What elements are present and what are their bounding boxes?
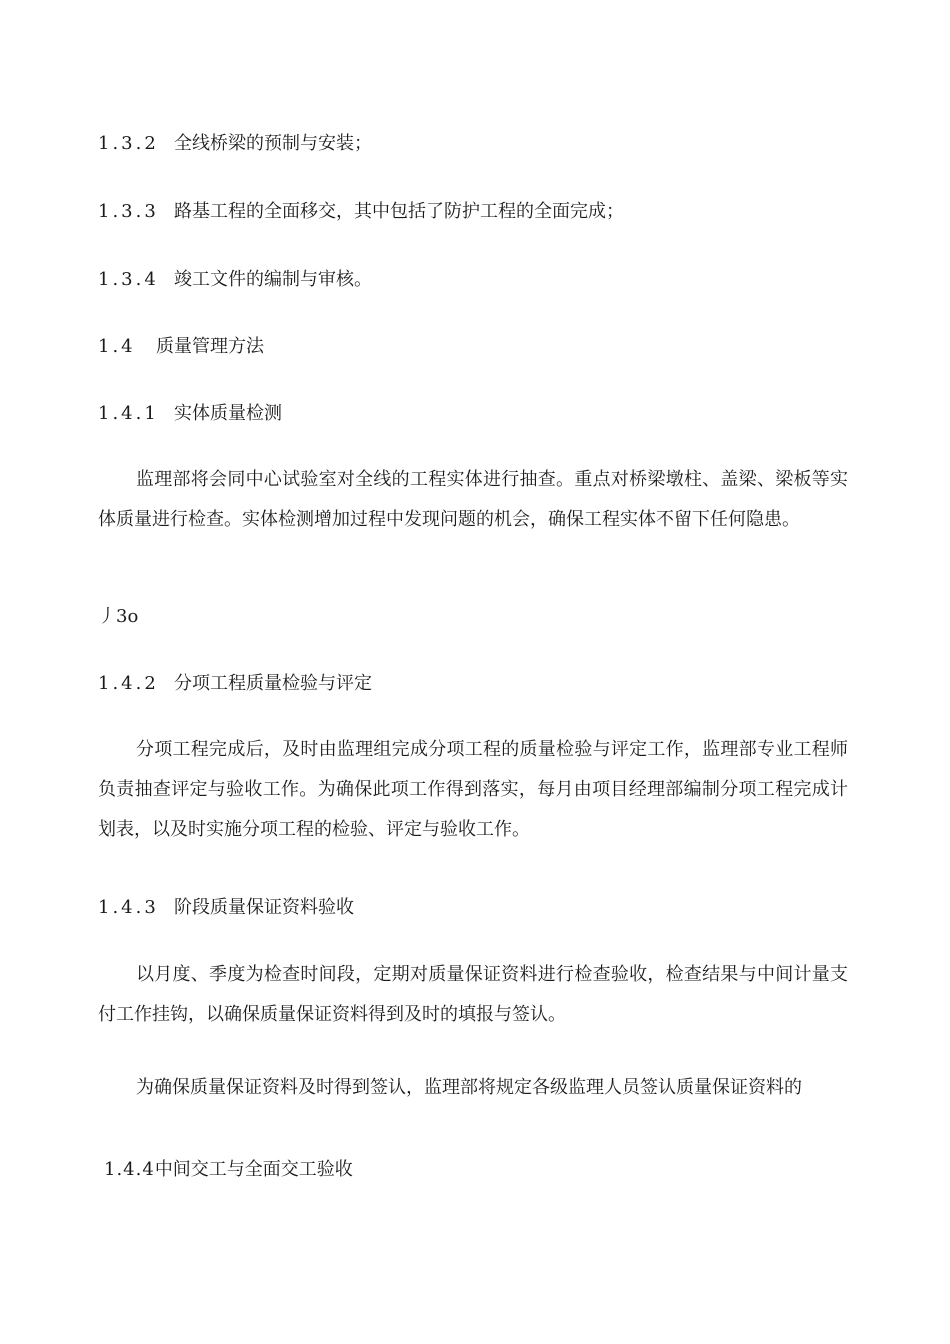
section-number: 1.3.2 <box>98 133 159 154</box>
section-text: 竣工文件的编制与审核。 <box>174 269 372 290</box>
section-number: 1.4.4 <box>104 1159 155 1180</box>
heading-1-4-4 <box>104 1160 353 1180</box>
section-number: 1.4.2 <box>98 673 159 694</box>
paragraph-signoff: 为确保质量保证资料及时得到签认，监理部将规定各级监理人员签认质量保证资料的 <box>136 1077 802 1098</box>
section-text: 阶段质量保证资料验收 <box>174 897 354 918</box>
heading-1-4-3 <box>98 898 354 918</box>
section-number: 1.3.3 <box>98 201 159 222</box>
heading-1-4-2 <box>98 674 372 694</box>
heading-1-4 <box>98 337 264 357</box>
heading-1-3-3 <box>98 202 624 222</box>
stray-mark: 丿3o <box>98 606 139 627</box>
heading-1-3-4 <box>98 270 372 290</box>
section-number: 1.4.1 <box>98 403 159 424</box>
section-text: 分项工程质量检验与评定 <box>174 673 372 694</box>
paragraph-entity-inspection: 监理部将会同中心试验室对全线的工程实体进行抽查。重点对桥梁墩柱、盖梁、梁板等实体质量进行检查。实体检测增加过程中发现问题的机会，确保工程实体不留下任何隐患。 <box>98 469 848 530</box>
section-number: 1.4.3 <box>98 897 159 918</box>
section-text: 路基工程的全面移交，其中包括了防护工程的全面完成； <box>174 201 624 222</box>
paragraph-subitem-evaluation: 分项工程完成后，及时由监理组完成分项工程的质量检验与评定工作，监理部专业工程师负责抽查评定与验收工作。为确保此项工作得到落实，每月由项目经理部编制分项工程完成计划表，以及时实施分项工程的检验、评定与验收工作。 <box>98 739 848 840</box>
paragraph-stage-data-acceptance: 以月度、季度为检查时间段，定期对质量保证资料进行检查验收，检查结果与中间计量支付工作挂钩，以确保质量保证资料得到及时的填报与签认。 <box>98 964 848 1025</box>
heading-1-3-2 <box>98 134 372 154</box>
section-text: 质量管理方法 <box>156 336 264 357</box>
section-number: 1.3.4 <box>98 269 159 290</box>
heading-1-4-1 <box>98 404 282 424</box>
section-text: 中间交工与全面交工验收 <box>154 1159 353 1180</box>
section-text: 全线桥梁的预制与安装； <box>174 133 372 154</box>
section-number: 1.4 <box>98 336 136 357</box>
section-text: 实体质量检测 <box>174 403 282 424</box>
